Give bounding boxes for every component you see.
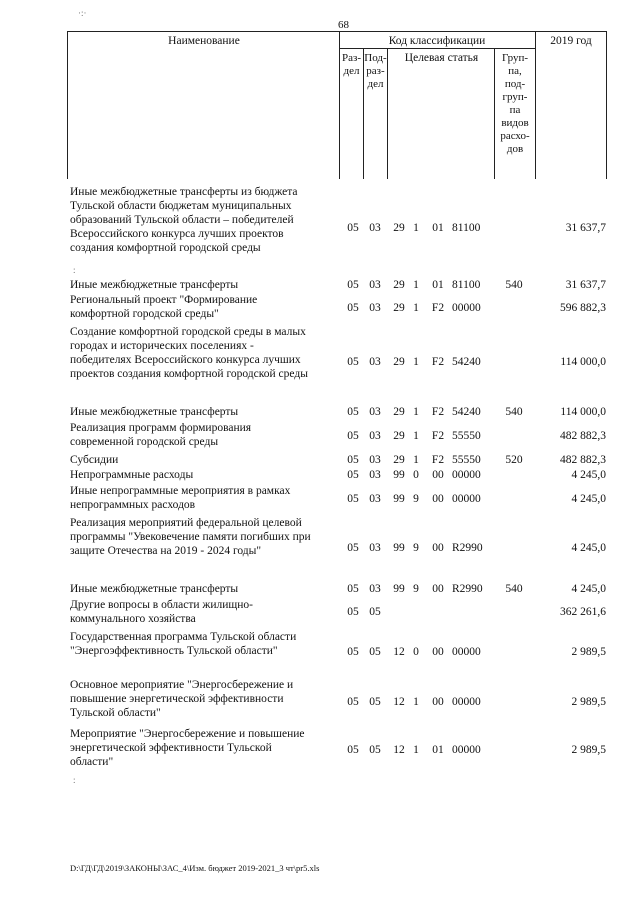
header-code: Код классификации — [388, 35, 486, 47]
header-razdel: Раз- дел — [341, 52, 361, 77]
row-name: Иные межбюджетные трансферты — [70, 279, 239, 291]
row-name: Другие вопросы в области жилищно- коммунального хозяйства — [70, 599, 253, 625]
row-amount: 482 882,3 — [560, 430, 606, 442]
row-name: Реализация мероприятий федеральной целевой программы "Увековечение памяти погибших при защите Отечества на 2019 - 2024 годы" — [70, 517, 311, 557]
row-name: Государственная программа Тульской области "Энергоэффективность Тульской области" — [70, 631, 297, 657]
row-amount: 31 637,7 — [565, 279, 606, 291]
page-number: 68 — [338, 19, 349, 31]
table-header — [67, 31, 607, 179]
row-name: Субсидии — [70, 454, 119, 466]
row-amount: 482 882,3 — [560, 454, 606, 466]
row-amount: 4 245,0 — [571, 542, 606, 554]
row-amount: 596 882,3 — [560, 302, 606, 314]
row-amount: 2 989,5 — [571, 696, 606, 708]
row-name: Иные межбюджетные трансферты — [70, 406, 239, 418]
row-name: Непрограммные расходы — [70, 469, 194, 481]
row-name: Иные межбюджетные трансферты — [70, 583, 239, 595]
row-amount: 4 245,0 — [571, 469, 606, 481]
row-name: Иные непрограммные мероприятия в рамках непрограммных расходов — [70, 485, 291, 511]
header-group: Груп- па, под- груп- па видов расхо- дов — [500, 52, 530, 155]
row-amount: 114 000,0 — [560, 356, 606, 368]
row-name: Мероприятие "Энергосбережение и повышение энергетической эффективности Тульской области" — [70, 728, 305, 768]
row-amount: 114 000,0 — [560, 406, 606, 418]
row-name: Основное мероприятие "Энергосбережение и повышение энергетической эффективности Тульской области" — [70, 679, 294, 719]
header-name: Наименование — [168, 35, 240, 47]
row-name: Региональный проект "Формирование комфортной городской среды" — [70, 294, 258, 320]
header-target: Целевая статья — [404, 52, 479, 64]
row-amount: 4 245,0 — [571, 583, 606, 595]
scan-speck: ·:· — [78, 8, 87, 18]
header-year: 2019 год — [550, 35, 592, 47]
scan-speck: : — [73, 265, 76, 275]
row-name: Создание комфортной городской среды в малых городах и исторических поселениях - победителях Всероссийского конкурса лучших проектов создания комфортной городской среды — [70, 326, 308, 380]
file-path-footer: D:\ГД\ГД\2019\ЗАКОНЫ\ЗАС_4\Изм. бюджет 2019-2021_3 чт\pr5.xls — [70, 863, 320, 873]
row-amount: 31 637,7 — [565, 222, 606, 234]
row-amount: 4 245,0 — [571, 493, 606, 505]
header-podrazdel: Под- раз- дел — [364, 52, 387, 90]
row-name: Иные межбюджетные трансферты из бюджета Тульской области бюджетам муниципальных образований Тульской области – победителей Всероссийского конкурса лучших проектов создания комфортной городской среды — [70, 186, 298, 254]
row-amount: 2 989,5 — [571, 744, 606, 756]
row-name: Реализация программ формирования современной городской среды — [70, 422, 252, 448]
row-amount: 362 261,6 — [560, 606, 606, 618]
scan-speck: : — [73, 775, 76, 785]
row-amount: 2 989,5 — [571, 646, 606, 658]
